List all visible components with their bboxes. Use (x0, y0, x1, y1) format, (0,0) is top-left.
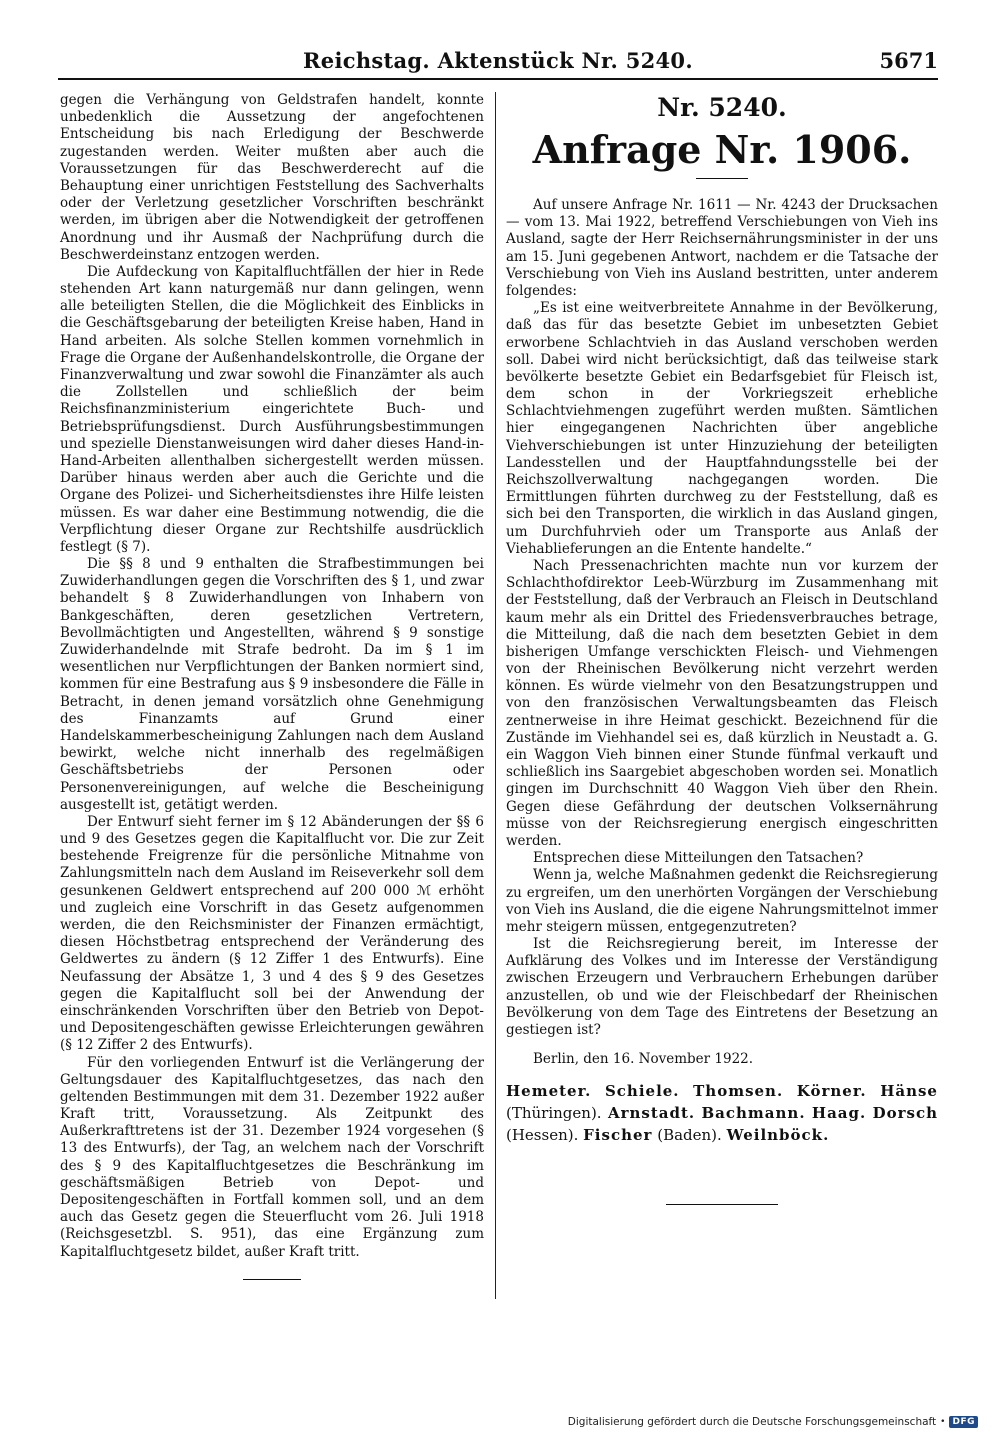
footer (568, 1416, 978, 1428)
page-header-title: Reichstag. Aktenstück Nr. 5240. (303, 48, 693, 73)
signatories (506, 1080, 938, 1146)
question-3: Ist die Reichsregierung bereit, im Interesse der Aufklärung des Volkes und im Interesse der Verständigung zwischen Erzeugern und Verbrauchern Erhebungen darüber anzustellen, ob und wie der Fleischbedarf der Rheinischen Bevölkerung von dem Tage des Eintretens der Besetzung an gestiegen ist? (506, 936, 938, 1038)
signatory: Hänse (880, 1082, 938, 1101)
signatory-region: (Hessen). (506, 1126, 579, 1145)
signatory: Fischer (583, 1126, 653, 1145)
page-number: 5671 (879, 48, 938, 73)
left-paragraph-2: Die Aufdeckung von Kapitalfluchtfällen der hier in Rede stehenden Art kann naturgemäß nur dann gelingen, wenn alle beteiligten Stellen, die die Möglichkeit des Einblicks in die Geschäftsgebarung der beteiligten Kreise haben, Hand in Hand arbeiten. Als solche Stellen kommen vornehmlich in Frage die Organe der Außenhandelskontrolle, die Organe der Finanzverwaltung und zwar sowohl die Finanzämter als auch die Zollstellen und schließlich der beim Reichsfinanzministerium eingerichtete Buch- und Betriebsprüfungsdienst. Durch Ausführungsbestimmungen und spezielle Dienstanweisungen wird daher dieses Hand-in-Hand-Arbeiten allenthalben sichergestellt werden müssen. Darüber hinaus werden aber auch die Gerichte und die Organe des Polizei- und Sicherheitsdienstes ihre Hilfe leisten müssen. Es war daher eine Bestimmung notwendig, die die Verpflichtung dieser Organe zur Rechtshilfe ausdrücklich festlegt (§ 7). (60, 263, 484, 555)
inquiry-title: Anfrage Nr. 1906. (532, 127, 912, 172)
signatory: Bachmann. (701, 1104, 806, 1123)
left-paragraph-4: Der Entwurf sieht ferner im § 12 Abänderungen der §§ 6 und 9 des Gesetzes gegen die Kapitalflucht vor. Die zur Zeit bestehende Freigrenze für die persönliche Mitnahme von Zahlungsmitteln nach dem Ausland im Reiseverkehr soll dem gesunkenen Geldwert entsprechend auf 200 000 ℳ erhöht und zugleich eine Vorschrift in das Gesetz aufgenommen werden, die den Reichsminister der Finanzen ermächtigt, diesen Höchstbetrag entsprechend der Veränderung des Geldwertes zu ändern (§ 12 Ziffer 1 des Entwurfs). Eine Neufassung der Absätze 1, 3 und 4 des § 9 des Gesetzes gegen die Kapitalflucht soll bei der Anwendung der einschränkenden Vorschriften über den Betrieb von Depot- und Depositengeschäften gewisse Erleichterungen gewähren (§ 12 Ziffer 2 des Entwurfs). (60, 813, 484, 1054)
signatory-region: (Baden). (657, 1126, 722, 1145)
signatory: Dorsch (872, 1104, 938, 1123)
signatory-region: (Thüringen). (506, 1104, 602, 1123)
title-rule (696, 178, 748, 179)
right-column (506, 92, 938, 1205)
footer-credit: Digitalisierung gefördert durch die Deutsche Forschungsgemeinschaft (567, 1416, 937, 1428)
page-header (58, 44, 938, 78)
left-paragraph-5: Für den vorliegenden Entwurf ist die Verlängerung der Geltungsdauer des Kapitalfluchtgesetzes, das nach den geltenden Bestimmungen mit dem 31. Dezember 1922 außer Kraft tritt, Voraussetzung. Als Zeitpunkt des Außerkrafttretens ist der 31. Dezember 1924 vorgesehen (§ 13 des Entwurfs), der Tag, an welchem nach der Vorschrift des § 9 des Kapitalfluchtgesetzes die Beschränkung im geschäftsmäßigen Betrieb von Depot- und Depositengeschäften in Fortfall kommen soll, und an dem auch das Gesetz gegen die Steuerflucht vom 26. Juli 1918 (Reichsgesetzbl. S. 951), das eine Ergänzung zum Kapitalfluchtgesetz bildet, außer Kraft tritt. (60, 1054, 484, 1260)
document-number: Nr. 5240. (657, 93, 787, 122)
column-divider (495, 92, 496, 1299)
left-paragraph-1: gegen die Verhängung von Geldstrafen handelt, konnte unbedenklich die Aussetzung der angefochtenen Entscheidung bis nach Erledigung der Beschwerde zugestanden werden. Weiter mußten aber auch die Voraussetzungen für das Beschwerderecht auf die Behauptung einer unrichtigen Feststellung des Sachverhalts oder der Verletzung gesetzlicher Vorschriften beschränkt werden, im übrigen aber die Notwendigkeit der getroffenen Anordnung und ihr Ausmaß der Nachprüfung durch die Beschwerdeinstanz entzogen werden. (60, 92, 484, 263)
signatory: Körner. (796, 1082, 867, 1101)
left-end-rule (243, 1279, 301, 1280)
left-column (60, 92, 484, 1280)
date-line: Berlin, den 16. November 1922. (533, 1051, 754, 1068)
signatory: Thomsen. (693, 1082, 784, 1101)
inquiry-quote: „Es ist eine weitverbreitete Annahme in der Bevölkerung, daß das für das besetzte Gebiet im unbesetzten Gebiet erworbene Schlachtvieh in das Ausland verschoben werden soll. Dabei wird nicht berücksichtigt, daß das teilweise stark bevölkerte besetzte Gebiet ein Bedarfsgebiet für Fleisch ist, dem schon in der Vorkriegszeit erhebliche Schlachtviehmengen zugeführt werden mußten. Sämtlichen hier eingegangenen Nachrichten über angebliche Viehverschiebungen ist unter Hinzuziehung der beteiligten Landesstellen und der Hauptfahndungsstelle bei der Reichszollverwaltung nachgegangen worden. Die Ermittlungen führten durchweg zu der Feststellung, daß es sich bei den Transporten, die wirklich in das Ausland gingen, um Durchfuhrvieh oder um Transporte aus Anlaß der Viehablieferungen an die Entente handelte.“ (506, 300, 938, 557)
signatory: Haag. (811, 1104, 867, 1123)
right-end-rule (666, 1204, 778, 1205)
question-2: Wenn ja, welche Maßnahmen gedenkt die Reichsregierung zu ergreifen, um den unerhörten Vorgängen der Verschiebung von Vieh ins Ausland, die die eigene Nahrungsmittelnot immer mehr steigern müssen, entgegenzutreten? (506, 867, 938, 935)
inquiry-intro: Auf unsere Anfrage Nr. 1611 — Nr. 4243 der Drucksachen — vom 13. Mai 1922, betreffend Verschiebungen von Vieh ins Ausland, sagte der Herr Reichsernährungsminister in der uns am 15. Juni gegebenen Antwort, nachdem er die Tatsache der Verschiebung von Vieh ins Ausland bestritten, unter anderem folgendes: (506, 197, 938, 299)
dot-separator-icon: • (940, 1417, 946, 1427)
question-1: Entsprechen diese Mitteilungen den Tatsachen? (533, 850, 864, 867)
signatory: Hemeter. (506, 1082, 592, 1101)
dfg-logo-icon: DFG (949, 1416, 978, 1428)
press-paragraph: Nach Pressenachrichten machte nun vor kurzem der Schlachthofdirektor Leeb-Würzburg im Zusammenhang mit der Feststellung, daß der Verbrauch an Fleisch in Deutschland kaum mehr als ein Drittel des Friedensverbrauches betrage, die Mitteilung, daß die nach dem besetzten Gebiet in dem bisherigen Umfange verschickten Fleisch- und Viehmengen von der Rheinischen Bevölkerung nicht verzehrt werden können. Es würde vielmehr von den Besatzungstruppen und von den französischen Verwaltungsbeamten das Fleisch zentnerweise in ihre Heimat geschickt. Bezeichnend für die Zustände im Viehhandel sei es, daß kürzlich in Neustadt a. G. ein Waggon Vieh binnen einer Stunde fünfmal verkauft und schließlich ins Saargebiet abgeschoben worden sei. Monatlich gingen im Durchschnitt 40 Waggon Vieh über den Rhein. Gegen diese Gefährdung der deutschen Volksernährung müsse von der Reichsregierung energisch eingeschritten werden. (506, 557, 938, 849)
left-paragraph-3: Die §§ 8 und 9 enthalten die Strafbestimmungen bei Zuwiderhandlungen gegen die Vorschriften des § 1, und zwar behandelt § 8 Zuwiderhandlungen von Inhabern von Bankgeschäften, deren gesetzlichen Vertretern, Bevollmächtigten und Angestellten, während § 9 sonstige Zuwiderhandelnde mit Strafe bedroht. Da im § 1 im wesentlichen nur Verpflichtungen der Banken normiert sind, kommen für eine Bestrafung aus § 9 insbesondere die Fälle in Betracht, in denen jemand vorsätzlich ohne Genehmigung des Finanzamts auf Grund einer Handelskammerbescheinigung Zahlungen nach dem Ausland bewirkt, welche nicht innerhalb des regelmäßigen Geschäftsbetriebs der Personen oder Personenvereinigungen, auf welche die Bescheinigung ausgestellt ist, getätigt werden. (60, 556, 484, 813)
signatory: Arnstadt. (607, 1104, 696, 1123)
signatory: Weilnböck. (726, 1126, 830, 1145)
header-rule (58, 78, 938, 80)
signatory: Schiele. (604, 1082, 680, 1101)
